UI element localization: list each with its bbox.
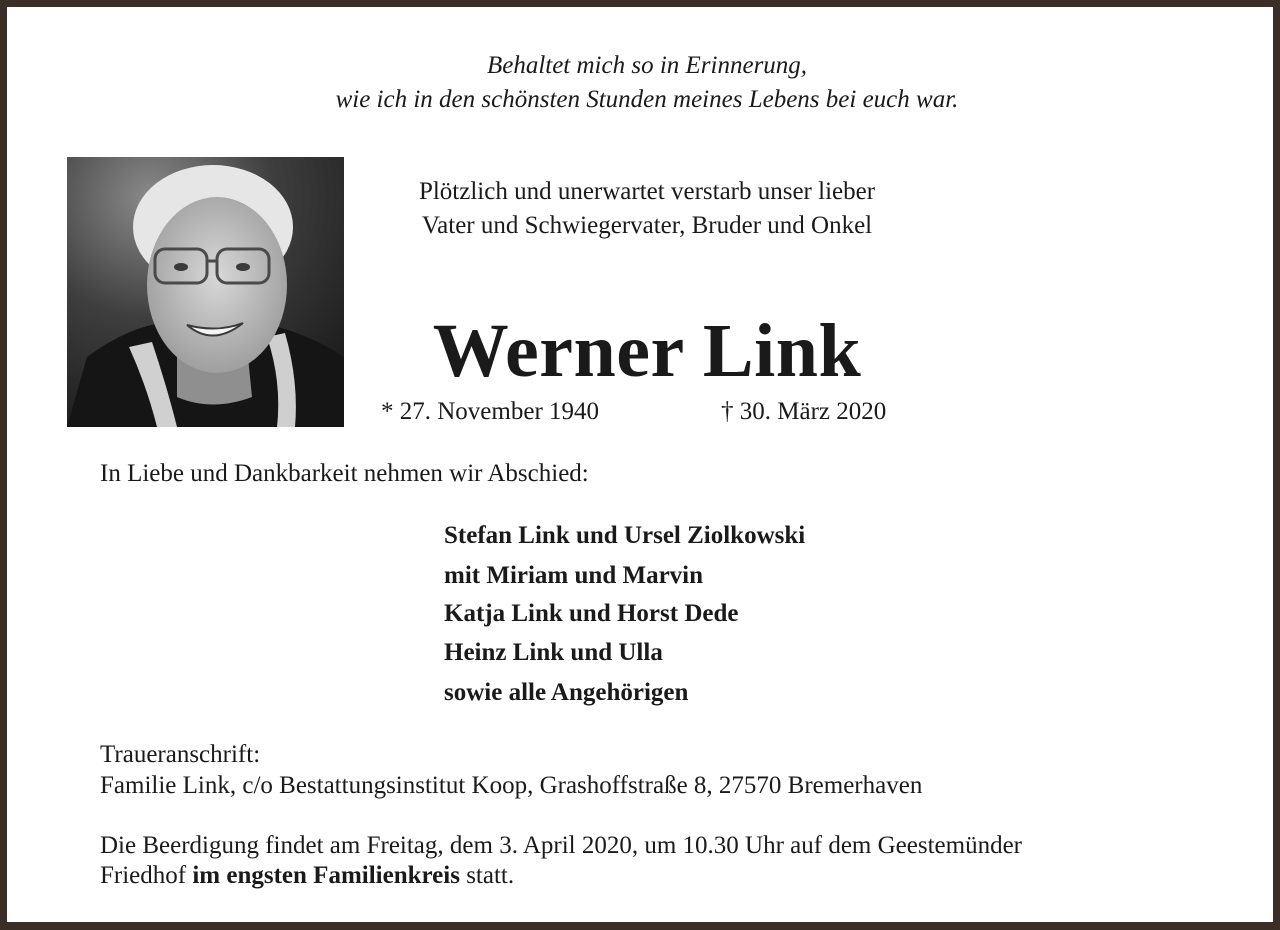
address-label: Traueranschrift: <box>100 741 261 768</box>
funeral-line-1: Die Beerdigung findet am Freitag, dem 3. April 2020, um 10.30 Uhr auf dem Geestemünder <box>100 832 1023 859</box>
deceased-name: Werner Link <box>432 309 862 393</box>
motto-line-1: Behaltet mich so in Erinnerung, <box>486 52 808 79</box>
birth-date: * 27. November 1940 <box>381 398 600 425</box>
family-line: sowie alle Angehörigen <box>444 679 689 706</box>
family-line: Heinz Link und Ulla <box>444 639 663 666</box>
intro-line-1: Plötzlich und unerwartet verstarb unser lieber <box>418 178 876 205</box>
family-line: Stefan Link und Ursel Ziolkowski <box>444 522 806 549</box>
funeral-emphasis: im engsten Familienkreis <box>192 862 460 889</box>
portrait-image <box>67 157 344 427</box>
funeral-line-2 <box>100 859 514 893</box>
funeral-suffix: statt. <box>459 862 515 889</box>
farewell-text: In Liebe und Dankbarkeit nehmen wir Abschied: <box>100 460 589 487</box>
portrait-photo <box>67 157 344 427</box>
family-line: mit Miriam und Marvin <box>444 562 704 589</box>
funeral-prefix: Friedhof <box>100 862 193 889</box>
address-value: Familie Link, c/o Bestattungsinstitut Koop, Grashoffstraße 8, 27570 Bremerhaven <box>100 772 923 799</box>
family-line: Katja Link und Horst Dede <box>444 600 739 627</box>
motto-line-2: wie ich in den schönsten Stunden meines Lebens bei euch war. <box>335 86 959 113</box>
intro-line-2: Vater und Schwiegervater, Bruder und Onkel <box>421 212 873 239</box>
death-date: † 30. März 2020 <box>721 398 887 425</box>
